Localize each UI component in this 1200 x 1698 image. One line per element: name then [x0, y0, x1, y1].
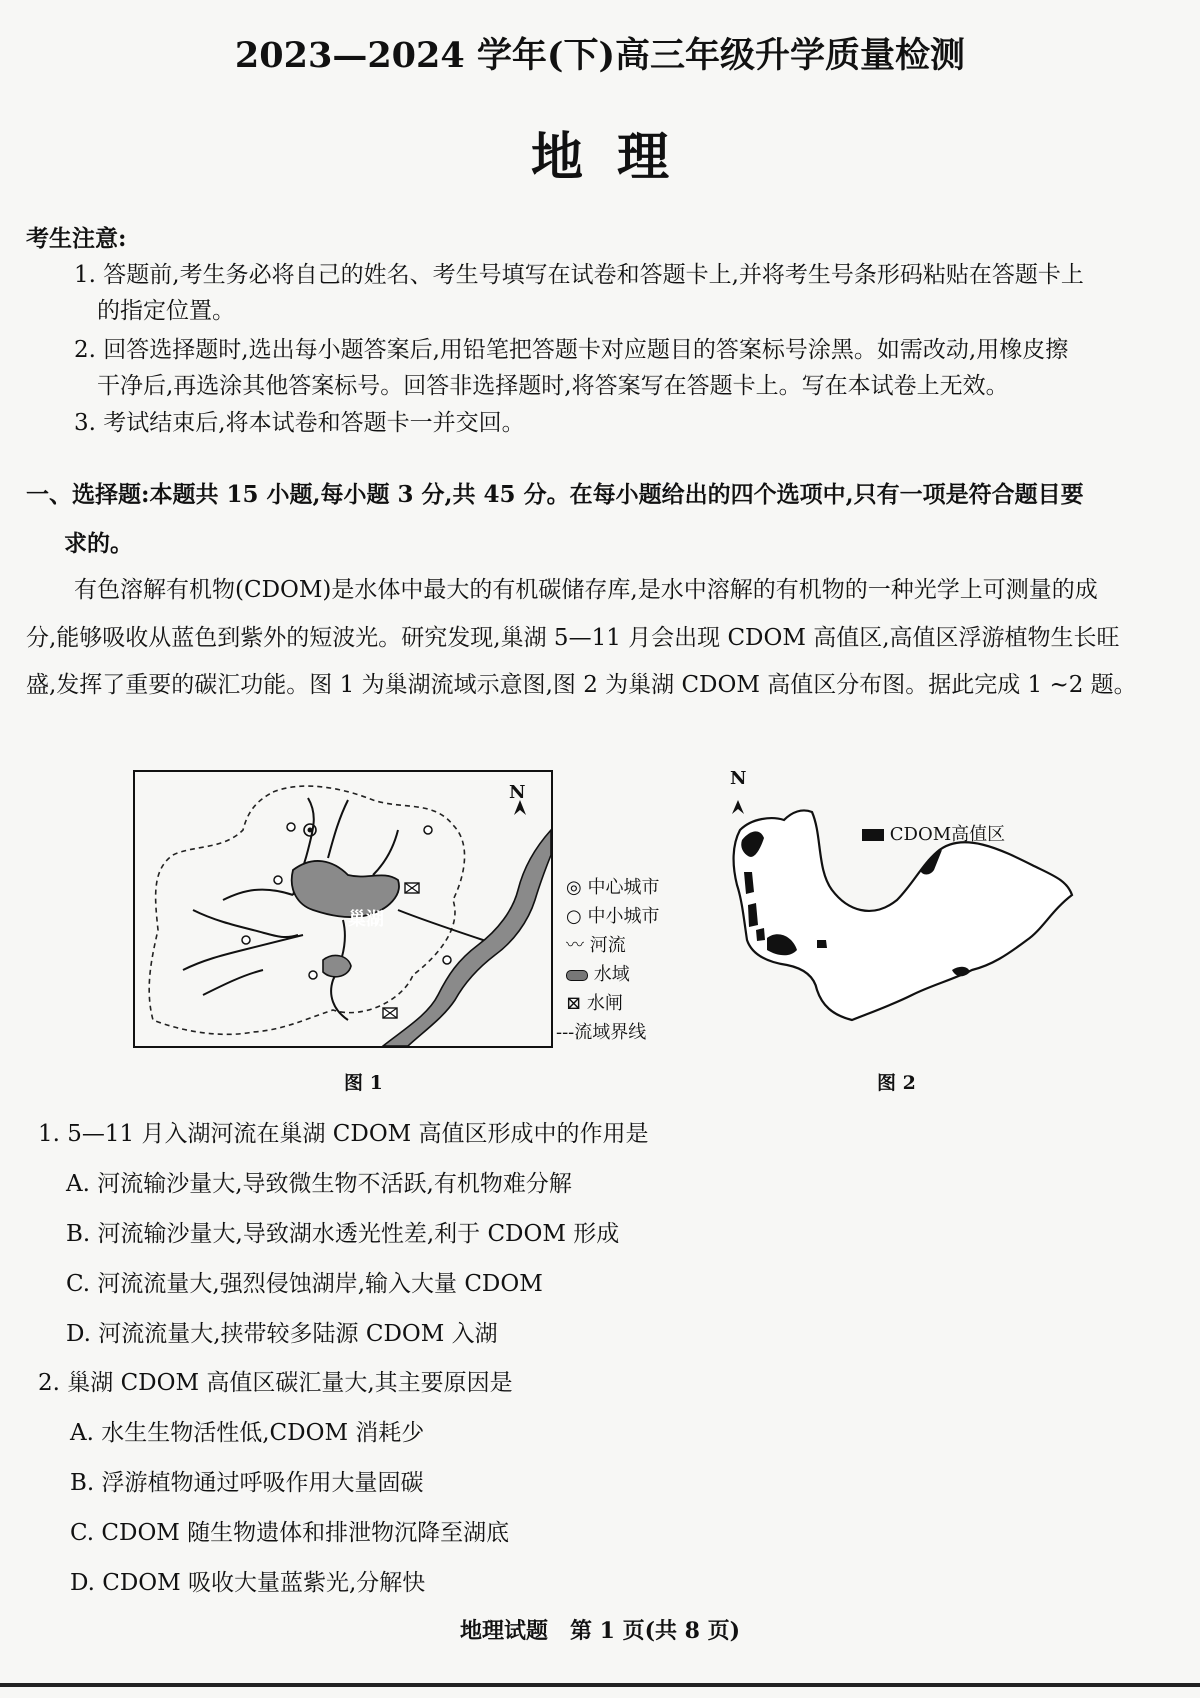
section-heading-line1: 一、选择题:本题共 15 小题,每小题 3 分,共 45 分。在每小题给出的四个选项中,只有一项是符合题目要 — [26, 481, 1084, 508]
cdom-high-value-icon — [862, 829, 884, 841]
question-2-stem: 2. 巢湖 CDOM 高值区碳汇量大,其主要原因是 — [38, 1370, 513, 1396]
water-body-icon — [566, 970, 588, 981]
notice-item-1-line1: 1. 答题前,考生务必将自己的姓名、考生号填写在试卷和答题卡上,并将考生号条形码粘贴在答题卡上 — [74, 262, 1084, 288]
page-footer: 地理试题 第 1 页(共 8 页) — [459, 1618, 741, 1644]
passage-line1: 有色溶解有机物(CDOM)是水体中最大的有机碳储存库,是水中溶解的有机物的一种光学上可测量的成 — [74, 577, 1098, 603]
question-1-option-d: D. 河流流量大,挟带较多陆源 CDOM 入湖 — [66, 1321, 498, 1347]
boundary-line-icon: --- — [556, 1022, 575, 1043]
question-2-option-a: A. 水生生物活性低,CDOM 消耗少 — [70, 1420, 425, 1446]
figure1-north-label: N — [509, 782, 526, 803]
bottom-rule — [0, 1683, 1200, 1687]
river-icon: 〰 — [566, 935, 584, 956]
figure1-lake-label: 巢湖 — [348, 909, 384, 930]
question-1-stem: 1. 5—11 月入湖河流在巢湖 CDOM 高值区形成中的作用是 — [38, 1121, 649, 1147]
passage-line3: 盛,发挥了重要的碳汇功能。图 1 为巢湖流域示意图,图 2 为巢湖 CDOM 高值区分布图。据此完成 1 ~2 题。 — [26, 672, 1137, 698]
passage-line2: 分,能够吸收从蓝色到紫外的短波光。研究发现,巢湖 5—11 月会出现 CDOM 高值区,高值区浮游植物生长旺 — [26, 625, 1120, 651]
question-2-option-c: C. CDOM 随生物遗体和排泄物沉降至湖底 — [70, 1520, 510, 1546]
notice-item-2-line1: 2. 回答选择题时,选出每小题答案后,用铅笔把答题卡对应题目的答案标号涂黑。如需改动,用橡皮擦 — [74, 337, 1069, 363]
sluice-icon: ⊠ — [566, 993, 582, 1014]
legend-river: 〰 河流 — [566, 935, 626, 956]
notice-heading: 考生注意: — [26, 225, 127, 252]
figure1-map — [133, 770, 553, 1048]
question-1-option-a: A. 河流输沙量大,导致微生物不活跃,有机物难分解 — [66, 1171, 572, 1197]
center-city-icon: ◎ — [566, 877, 582, 898]
exam-title: 2023—2024 学年(下)高三年级升学质量检测 — [234, 35, 966, 76]
notice-item-3: 3. 考试结束后,将本试卷和答题卡一并交回。 — [74, 410, 525, 436]
question-1-option-b: B. 河流输沙量大,导致湖水透光性差,利于 CDOM 形成 — [66, 1221, 620, 1247]
legend-cdom-high: CDOM高值区 — [862, 820, 1005, 846]
subject-title: 地理 — [530, 127, 703, 188]
legend-small-city: ○ 中小城市 — [566, 906, 660, 927]
legend-center-city: ◎ 中心城市 — [566, 877, 660, 898]
section-heading-line2: 求的。 — [64, 530, 133, 557]
figure2-caption: 图 2 — [877, 1072, 916, 1094]
question-2-option-d: D. CDOM 吸收大量蓝紫光,分解快 — [70, 1570, 426, 1596]
notice-item-1-line2: 的指定位置。 — [97, 298, 235, 324]
legend-boundary: ---流域界线 — [556, 1022, 647, 1043]
question-1-option-c: C. 河流流量大,强烈侵蚀湖岸,输入大量 CDOM — [66, 1271, 543, 1297]
figure2-north-label: N — [730, 768, 747, 789]
figure1-caption: 图 1 — [344, 1072, 383, 1094]
small-city-icon: ○ — [566, 906, 582, 927]
question-2-option-b: B. 浮游植物通过呼吸作用大量固碳 — [70, 1470, 424, 1496]
legend-sluice: ⊠ 水闸 — [566, 993, 623, 1014]
notice-item-2-line2: 干净后,再选涂其他答案标号。回答非选择题时,将答案写在答题卡上。写在本试卷上无效。 — [97, 373, 1009, 399]
legend-water: 水域 — [566, 960, 630, 986]
